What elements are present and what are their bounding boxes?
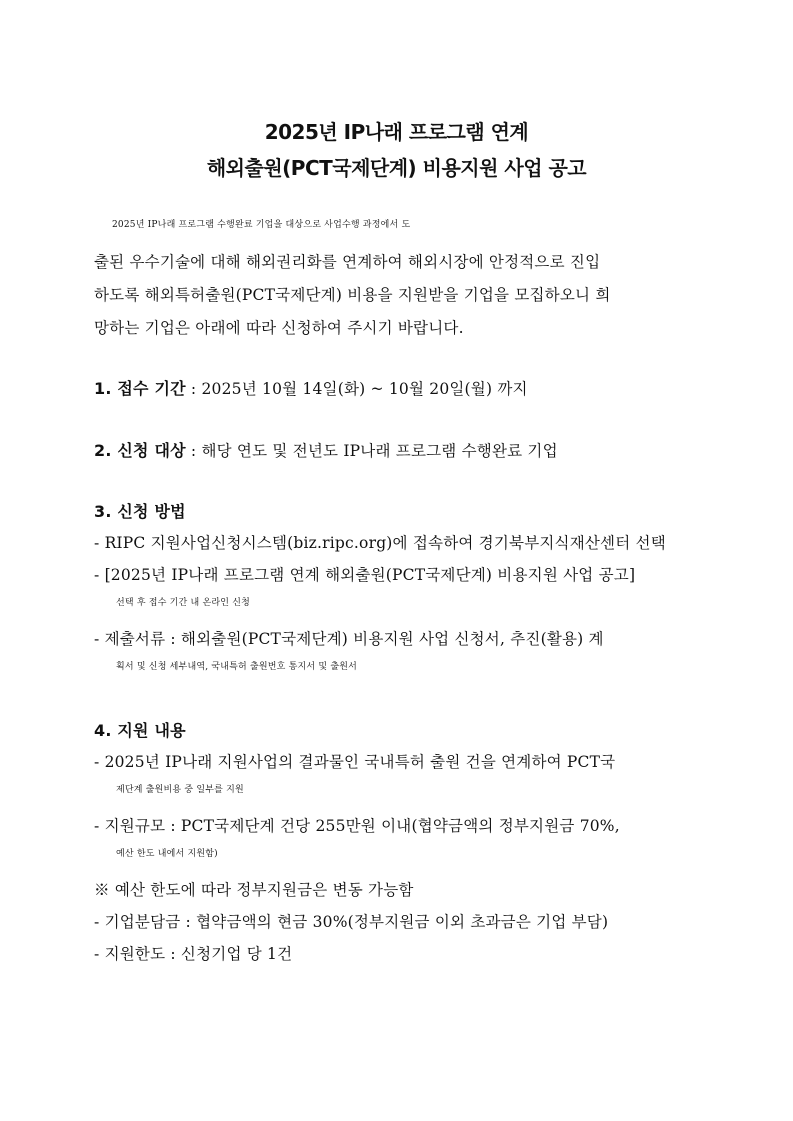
section-2 (94, 438, 704, 461)
section-4-line-3: - 지원규모 : PCT국제단계 건당 255만원 이내(협약금액의 정부지원금 70%, (94, 817, 620, 835)
title-line-2: 해외출원(PCT국제단계) 비용지원 사업 공고 (206, 156, 587, 180)
section-4-line-6: - 기업분담금 : 협약금액의 현금 30%(정부지원금 이외 초과금은 기업 부담) (94, 913, 609, 931)
section-4-line-5: ※ 예산 한도에 따라 정부지원금은 변동 가능함 (94, 881, 414, 899)
section-4-line-2: 제단계 출원비용 중 일부를 지원 (116, 785, 244, 795)
intro-line-4: 망하는 기업은 아래에 따라 신청하여 주시기 바랍니다. (94, 319, 464, 337)
section-2-text: : 해당 연도 및 전년도 IP나래 프로그램 수행완료 기업 (185, 442, 558, 460)
section-4-heading: 4. 지원 내용 (94, 721, 186, 740)
section-3-line-4: - 제출서류 : 해외출원(PCT국제단계) 비용지원 사업 신청서, 추진(활용) 계 (94, 630, 604, 648)
intro-line-3: 하도록 해외특허출원(PCT국제단계) 비용을 지원받을 기업을 모집하오니 희 (94, 286, 611, 304)
section-3-line-1: - RIPC 지원사업신청시스템(biz.ripc.org)에 접속하여 경기북부지식재산센터 선택 (94, 534, 666, 552)
section-3-line-3: 선택 후 접수 기간 내 온라인 신청 (116, 598, 250, 608)
section-1 (94, 376, 704, 399)
section-3-line-5: 획서 및 신청 세부내역, 국내특허 출원번호 통지서 및 출원서 (116, 662, 358, 672)
section-1-heading: 1. 접수 기간 (94, 379, 186, 398)
section-3-line-2: - [2025년 IP나래 프로그램 연계 해외출원(PCT국제단계) 비용지원 사업 공고] (94, 566, 636, 584)
section-1-text: : 2025년 10월 14일(화) ~ 10월 20일(월) 까지 (185, 380, 528, 398)
section-4-line-1: - 2025년 IP나래 지원사업의 결과물인 국내특허 출원 건을 연계하여 PCT국 (94, 753, 616, 771)
intro-line-2: 출된 우수기술에 대해 해외권리화를 연계하여 해외시장에 안정적으로 진입 (94, 253, 601, 271)
section-4-line-4: 예산 한도 내에서 지원함) (116, 849, 218, 859)
title-line-1: 2025년 IP나래 프로그램 연계 (264, 120, 529, 144)
section-3-heading: 3. 신청 방법 (94, 502, 186, 521)
section-2-heading: 2. 신청 대상 (94, 441, 186, 460)
section-4-line-7: - 지원한도 : 신청기업 당 1건 (94, 945, 293, 963)
intro-line-1: 2025년 IP나래 프로그램 수행완료 기업을 대상으로 사업수행 과정에서 도 (112, 220, 411, 230)
